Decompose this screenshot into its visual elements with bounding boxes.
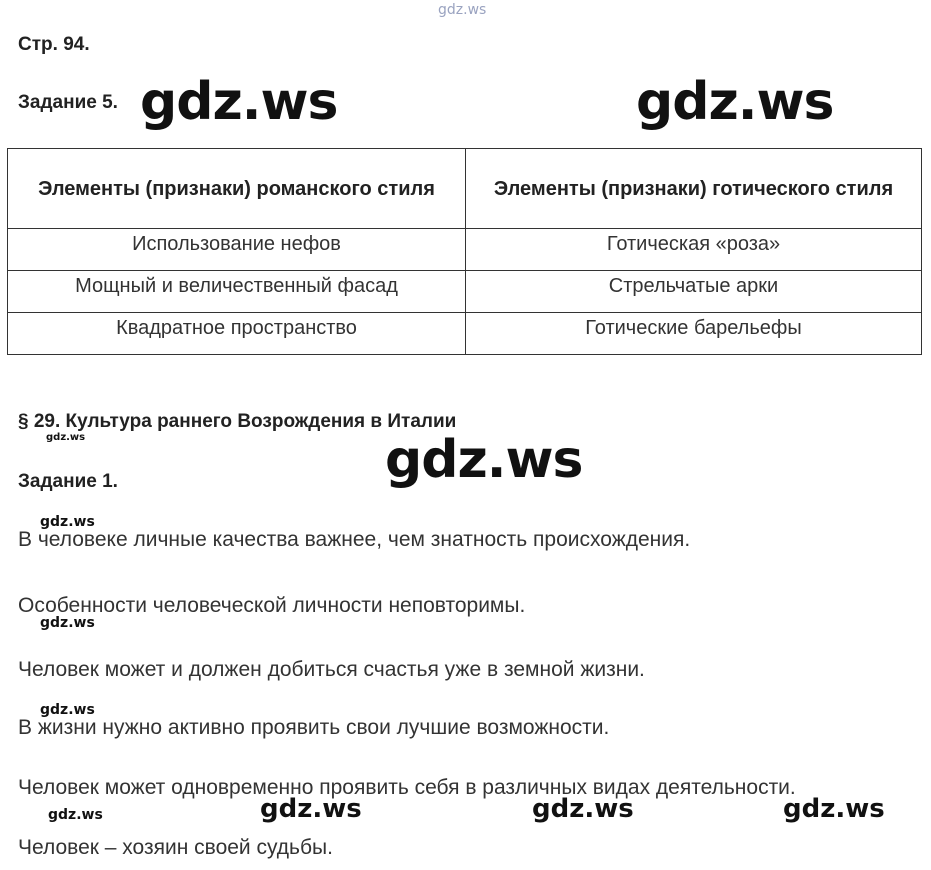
table-cell: Готические барельефы (466, 313, 922, 355)
answer-line: В жизни нужно активно проявить свои лучшие возможности. (18, 716, 610, 739)
table-row (8, 271, 922, 313)
table-header-gothic: Элементы (признаки) готического стиля (466, 149, 922, 229)
page-label: Стр. 94. (18, 34, 90, 55)
table-cell: Квадратное пространство (8, 313, 466, 355)
task1-label: Задание 1. (18, 471, 118, 492)
answer-line: Особенности человеческой личности неповторимы. (18, 594, 526, 617)
answer-line: Человек – хозяин своей судьбы. (18, 836, 333, 859)
answer-line: В человеке личные качества важнее, чем знатность происхождения. (18, 528, 691, 551)
answer-line: Человек может одновременно проявить себя в различных видах деятельности. (18, 776, 796, 799)
table-cell: Мощный и величественный фасад (8, 271, 466, 313)
table-cell: Готическая «роза» (466, 229, 922, 271)
watermark-big-center: gdz.ws (385, 430, 583, 490)
table-header-romanesque: Элементы (признаки) романского стиля (8, 149, 466, 229)
watermark-big-right: gdz.ws (636, 72, 834, 132)
watermark-top: gdz.ws (438, 2, 487, 18)
answer-line: Человек может и должен добиться счастья уже в земной жизни. (18, 658, 645, 681)
watermark-small-1: gdz.ws (40, 514, 95, 530)
table-header-row (8, 149, 922, 229)
watermark-bottom-mid-3: gdz.ws (783, 794, 885, 824)
styles-table (7, 148, 922, 355)
watermark-bottom-small: gdz.ws (48, 807, 103, 823)
watermark-small-2: gdz.ws (40, 615, 95, 631)
section-title: § 29. Культура раннего Возрождения в Италии (18, 411, 457, 432)
table-row (8, 229, 922, 271)
table-row (8, 313, 922, 355)
watermark-small-3: gdz.ws (40, 702, 95, 718)
watermark-big-left: gdz.ws (140, 72, 338, 132)
table-cell: Стрельчатые арки (466, 271, 922, 313)
watermark-bottom-mid-1: gdz.ws (260, 794, 362, 824)
task5-label: Задание 5. (18, 92, 118, 113)
table-cell: Использование нефов (8, 229, 466, 271)
watermark-bottom-mid-2: gdz.ws (532, 794, 634, 824)
watermark-small-section: gdz.ws (46, 432, 86, 443)
